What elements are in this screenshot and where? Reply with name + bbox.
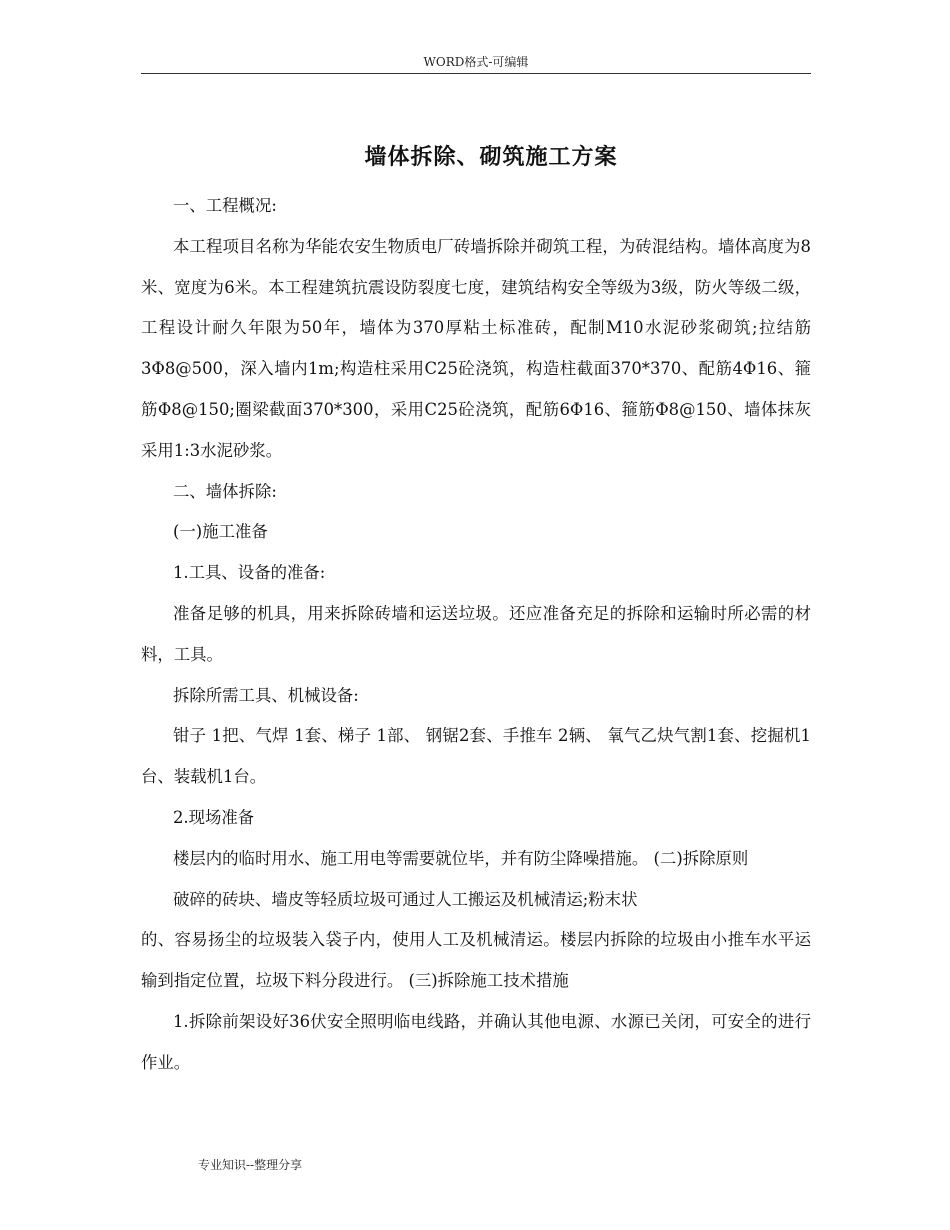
paragraph-site-preparation: 楼层内的临时用水、施工用电等需要就位毕，并有防尘降噪措施。 (二)拆除原则 [173, 848, 749, 868]
paragraph-debris-handling: 破碎的砖块、墙皮等轻质垃圾可通过人工搬运及机械清运;粉末状 [173, 889, 638, 909]
item-tools-equipment: 1.工具、设备的准备: [173, 563, 326, 583]
document-title: 墙体拆除、砌筑施工方案 [364, 145, 618, 170]
item-site-preparation: 2.现场准备 [173, 807, 255, 827]
paragraph-tools-preparation: 准备足够的机具，用来拆除砖墙和运送垃圾。还应准备充足的拆除和运输时所必需的材料，工具。 [141, 603, 811, 664]
paragraph-safety-lighting: 1.拆除前架设好36伏安全照明临电线路，并确认其他电源、水源已关闭，可安全的进行作业。 [141, 1011, 811, 1072]
page-header: WORD格式-可编辑 [423, 55, 529, 69]
page-footer: 专业知识--整理分享 [198, 1158, 303, 1172]
heading-wall-demolition: 二、墙体拆除: [173, 481, 277, 501]
heading-project-overview: 一、工程概况: [173, 196, 277, 215]
label-required-tools: 拆除所需工具、机械设备: [173, 685, 359, 705]
header-divider [141, 73, 811, 74]
subheading-construction-preparation: (一)施工准备 [173, 522, 268, 542]
paragraph-debris-transport: 的、容易扬尘的垃圾装入袋子内，使用人工及机械清运。楼层内拆除的垃圾由小推车水平运输到指定位置，垃圾下料分段进行。 (三)拆除施工技术措施 [141, 930, 811, 991]
document-body [141, 186, 811, 1084]
paragraph-tool-list: 钳子 1把、气焊 1套、梯子 1部、 钢锯2套、手推车 2辆、 氧气乙炔气割1套、挖掘机1台、装载机1台。 [141, 726, 811, 787]
paragraph-project-description: 本工程项目名称为华能农安生物质电厂砖墙拆除并砌筑工程，为砖混结构。墙体高度为8米、宽度为6米。本工程建筑抗震设防裂度七度，建筑结构安全等级为3级，防火等级二级，工程设计耐久年限为50年，墙体为370厚粘土标准砖，配制M10水泥砂浆砌筑;拉结筋3Φ8@500，深入墙内1m;构造柱采用C25砼浇筑，构造柱截面370*370、配筋4Φ16、箍筋Φ8@150;圈梁截面370*300，采用C25砼浇筑，配筋6Φ16、箍筋Φ8@150、墙体抹灰采用1:3水泥砂浆。 [141, 236, 811, 460]
